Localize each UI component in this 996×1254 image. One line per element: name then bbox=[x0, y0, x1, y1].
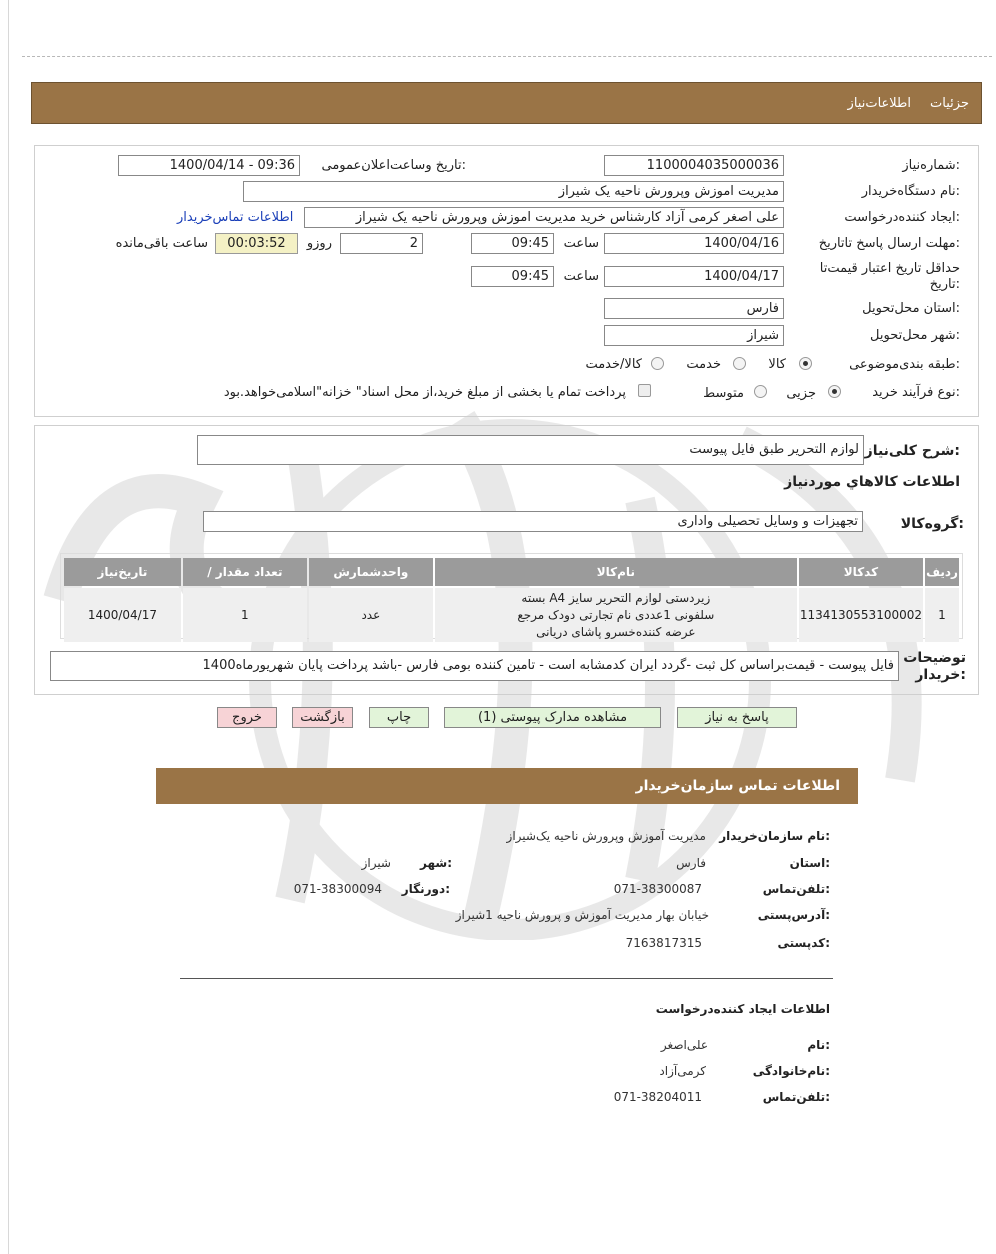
remaining-label: ساعت باقی‌مانده bbox=[115, 236, 208, 251]
validity-label: حداقل تاریخ اعتبار قیمت‌تا تاریخ: bbox=[819, 261, 960, 292]
col-name: نام‌کالا bbox=[435, 558, 797, 586]
city-field: شیراز bbox=[604, 325, 784, 346]
deadline-label: مهلت ارسال پاسخ تا‌تاریخ: bbox=[818, 236, 960, 251]
deadline-time-label: ساعت bbox=[563, 236, 599, 251]
remaining-timer: 00:03:52 bbox=[215, 233, 298, 254]
contact-header bbox=[156, 768, 858, 804]
need-number-field: 1100004035000036 bbox=[604, 155, 784, 176]
back-button[interactable]: بازگشت bbox=[292, 707, 353, 728]
days-field: 2 bbox=[340, 233, 423, 254]
col-date: تاریخ‌نیاز bbox=[64, 558, 181, 586]
creator-family-value: کرمی‌آزاد bbox=[659, 1064, 706, 1078]
category-option-goods-service: کالا/خدمت bbox=[585, 357, 642, 372]
category-label: طبقه بندی‌موضوعی: bbox=[849, 357, 960, 372]
category-radio-goods[interactable] bbox=[799, 357, 812, 370]
exit-button[interactable]: خروج bbox=[217, 707, 277, 728]
col-qty: تعداد مقدار / bbox=[183, 558, 307, 586]
category-radio-goods-service[interactable] bbox=[651, 357, 664, 370]
treasury-payment-note: پرداخت تمام یا بخشی از مبلغ خرید،از محل اسناد" خزانه"اسلامی‌خواهد.بود bbox=[223, 385, 626, 400]
contact-divider bbox=[180, 978, 833, 979]
announce-label: تاریخ وساعت‌اعلان‌عمومی: bbox=[321, 158, 466, 173]
creator-family-label: نام‌خانوادگی: bbox=[752, 1064, 830, 1078]
buyer-notes-field: فایل پیوست - قیمت‌براساس کل ثبت -گردد ایران کدمشابه است - تامین کننده بومی فارس -باشد پرداخت پایان شهریورماه1400 bbox=[50, 651, 899, 681]
creator-phone-value: 071-38204011 bbox=[613, 1090, 702, 1104]
city-label: شهر محل‌تحویل: bbox=[870, 328, 960, 343]
creator-name-label: نام: bbox=[807, 1038, 830, 1052]
process-label: نوع فرآیند خرید: bbox=[872, 385, 960, 400]
province-field: فارس bbox=[604, 298, 784, 319]
col-code: کدکالا bbox=[799, 558, 923, 586]
goods-group-label: گروه‌کالا: bbox=[900, 516, 964, 532]
process-option-minor: جزیی bbox=[786, 386, 816, 401]
days-label: روزو bbox=[306, 236, 332, 251]
need-desc-field: لوازم التحریر طبق فایل پیوست bbox=[197, 435, 864, 465]
announce-field: 1400/04/14 - 09:36 bbox=[118, 155, 300, 176]
goods-group-field: تجهیزات و وسایل تحصیلی واداری bbox=[203, 511, 863, 532]
goods-table bbox=[62, 556, 961, 644]
header-bar bbox=[31, 82, 982, 124]
contact-postal-label: کدپستی: bbox=[777, 936, 830, 950]
cell-name: زیردستی لوازم التحریر سایز A4 بسته سلفونی 1عددی نام تجارتی دودک مرجع عرضه کننده‌خسرو پاشای دریانی bbox=[435, 588, 797, 642]
contact-phone-label: تلفن‌تماس: bbox=[762, 882, 830, 896]
table-row bbox=[64, 588, 959, 642]
goods-info-title: اطلاعات کالاهاي موردنیاز bbox=[784, 474, 960, 490]
contact-city-value: شیراز bbox=[361, 856, 391, 870]
process-option-medium: متوسط bbox=[703, 386, 744, 401]
process-radio-minor[interactable] bbox=[828, 385, 841, 398]
creator-info-title: اطلاعات ایجاد کننده‌درخواست bbox=[655, 1002, 830, 1016]
attachments-button[interactable]: مشاهده مدارک پیوستی (1) bbox=[444, 707, 661, 728]
col-unit: واحدشمارش bbox=[309, 558, 433, 586]
tab-need-info[interactable]: اطلاعات‌نیاز bbox=[847, 96, 911, 111]
top-divider bbox=[22, 56, 992, 57]
creator-name-value: علی‌اصغر bbox=[660, 1038, 708, 1052]
contact-org-label: نام سازمان‌خریدار: bbox=[719, 829, 830, 843]
category-option-goods: کالا bbox=[768, 357, 786, 372]
validity-time-field: 09:45 bbox=[471, 266, 554, 287]
cell-code: 1134130553100002 bbox=[799, 588, 923, 642]
contact-org-value: مدیریت آموزش وپرورش ناحیه یک‌شیراز bbox=[506, 829, 706, 843]
deadline-date-field: 1400/04/16 bbox=[604, 233, 784, 254]
buyer-org-field: مدیریت اموزش وپرورش ناحیه یک شیراز bbox=[243, 181, 784, 202]
cell-unit: عدد bbox=[309, 588, 433, 642]
category-radio-service[interactable] bbox=[733, 357, 746, 370]
validity-time-label: ساعت bbox=[563, 269, 599, 284]
contact-postal-value: 7163817315 bbox=[625, 936, 702, 950]
contact-province-value: فارس bbox=[676, 856, 706, 870]
creator-label: ایجاد کننده‌درخواست: bbox=[844, 210, 960, 225]
province-label: استان محل‌تحویل: bbox=[862, 301, 960, 316]
cell-qty: 1 bbox=[183, 588, 307, 642]
process-radio-medium[interactable] bbox=[754, 385, 767, 398]
contact-fax-label: دورنگار: bbox=[401, 882, 450, 896]
cell-row: 1 bbox=[925, 588, 959, 642]
validity-date-field: 1400/04/17 bbox=[604, 266, 784, 287]
tab-details[interactable]: جزئیات bbox=[930, 96, 969, 111]
contact-province-label: استان: bbox=[789, 856, 830, 870]
cell-date: 1400/04/17 bbox=[64, 588, 181, 642]
deadline-time-field: 09:45 bbox=[471, 233, 554, 254]
need-number-label: شماره‌نیاز: bbox=[902, 158, 960, 173]
contact-fax-value: 071-38300094 bbox=[293, 882, 382, 896]
treasury-payment-checkbox[interactable] bbox=[638, 384, 651, 397]
category-option-service: خدمت bbox=[686, 357, 721, 372]
creator-phone-label: تلفن‌تماس: bbox=[762, 1090, 830, 1104]
col-row: ردیف bbox=[925, 558, 959, 586]
buyer-contact-link[interactable]: اطلاعات تماس‌خریدار bbox=[177, 210, 294, 225]
page-left-border bbox=[8, 0, 9, 1254]
creator-field: علی اصغر کرمی آزاد کارشناس خرید مدیریت اموزش وپرورش ناحیه یک شیراز bbox=[304, 207, 784, 228]
contact-city-label: شهر: bbox=[420, 856, 452, 870]
buyer-org-label: نام دستگاه‌خریدار: bbox=[861, 184, 960, 199]
contact-title: اطلاعات تماس سازمان‌خریدار bbox=[635, 778, 840, 794]
contact-address-value: خیابان بهار مدیریت آموزش و پرورش ناحیه 1شیراز bbox=[455, 908, 709, 922]
print-button[interactable]: چاپ bbox=[369, 707, 429, 728]
contact-phone-value: 071-38300087 bbox=[613, 882, 702, 896]
reply-button[interactable]: پاسخ به نیاز bbox=[677, 707, 797, 728]
contact-address-label: آدرس‌پستی: bbox=[757, 908, 830, 922]
buyer-notes-label: توضیحات خریدار: bbox=[903, 650, 966, 683]
need-desc-label: شرح کلی‌نیاز: bbox=[864, 443, 960, 459]
